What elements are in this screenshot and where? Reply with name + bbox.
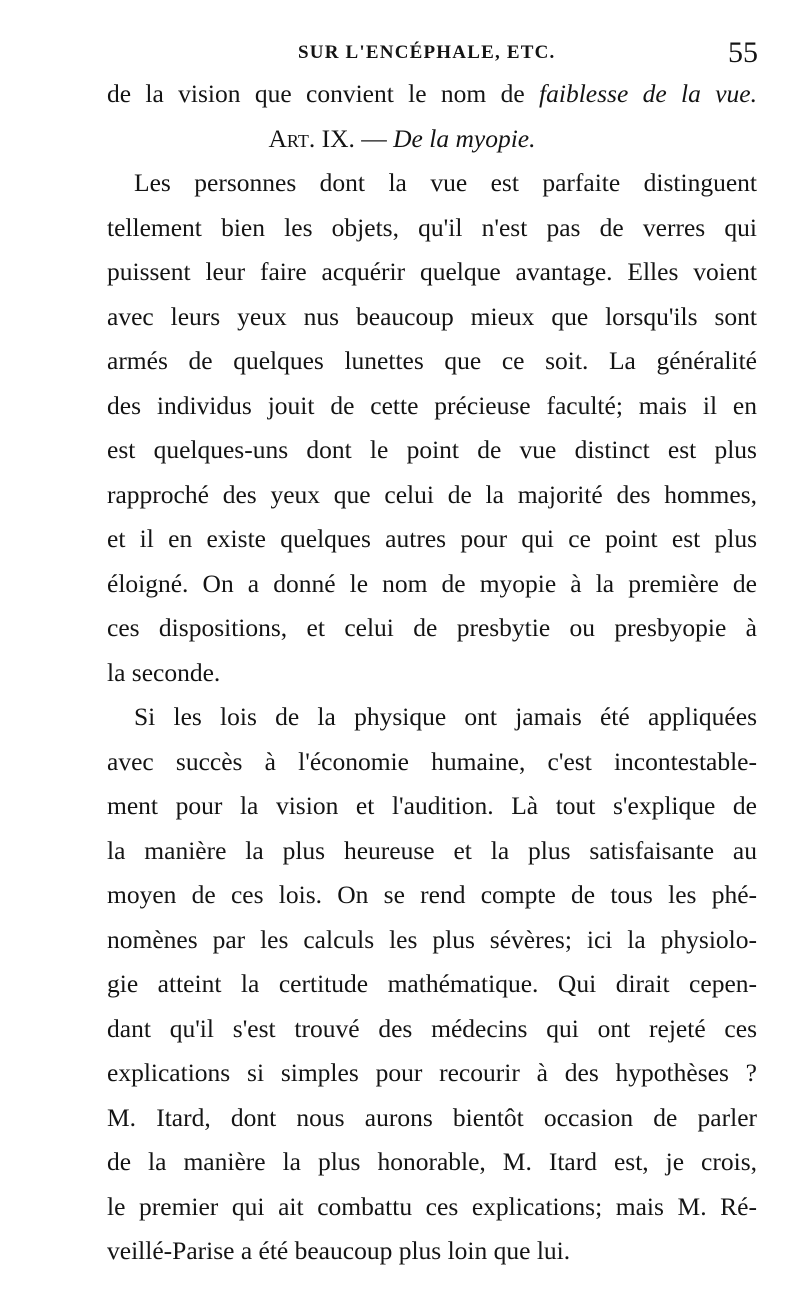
text-line: Si les lois de la physique ont jamais été appliquées [134, 702, 757, 731]
page-header [0, 36, 800, 76]
text-line: éloigné. On a donné le nom de myopie à la première de [107, 568, 757, 598]
text-line: de la manière la plus honorable, M. Itard est, je crois, [107, 1147, 757, 1176]
text-line: ment pour la vision et l'audition. Là tout s'explique de [107, 791, 757, 820]
article-title: De la myopie. [393, 123, 536, 153]
text-line: ces dispositions, et celui de presbytie ou presbyopie à [107, 613, 757, 642]
text-line: explications si simples pour recourir à des hypothèses ? [107, 1058, 757, 1087]
text-line: des individus jouit de cette précieuse faculté; mais il en [107, 390, 757, 420]
text-line: avec succès à l'économie humaine, c'est incontestable- [107, 746, 757, 776]
text-line: et il en existe quelques autres pour qui ce point est plus [107, 524, 757, 553]
page-number: 55 [728, 36, 758, 69]
text-line [107, 72, 757, 117]
text-line: tellement bien les objets, qu'il n'est pas de verres qui [107, 212, 757, 242]
text-line: la manière la plus heureuse et la plus satisfaisante au [107, 835, 757, 865]
article-label: Art. IX. — [268, 123, 387, 153]
body-text [107, 72, 757, 1274]
text-line: est quelques-uns dont le point de vue distinct est plus [107, 435, 757, 464]
running-title: SUR L'ENCÉPHALE, ETC. [298, 42, 556, 63]
text-line: Les personnes dont la vue est parfaite distinguent [134, 168, 757, 197]
text-line: nomènes par les calculs les plus sévères; ici la physiolo- [107, 924, 757, 954]
text-line: avec leurs yeux nus beaucoup mieux que lorsqu'ils sont [107, 301, 757, 331]
text-line: le premier qui ait combattu ces explications; mais M. Ré- [107, 1191, 757, 1221]
text-run: de la vision que convient le nom de [107, 79, 540, 108]
text-line: gie atteint la certitude mathématique. Qui dirait cepen- [107, 969, 757, 998]
text-line: puissent leur faire acquérir quelque avantage. Elles voient [107, 257, 757, 286]
text-line: dant qu'il s'est trouvé des médecins qui ont rejeté ces [107, 1013, 757, 1043]
text-line: M. Itard, dont nous aurons bientôt occasion de parler [107, 1102, 757, 1132]
emphasis-text: faiblesse de la vue. [539, 79, 757, 108]
article-heading [107, 117, 757, 162]
text-line: veillé-Parise a été beaucoup plus loin que lui. [107, 1236, 571, 1265]
text-line: moyen de ces lois. On se rend compte de tous les phé- [107, 880, 757, 909]
text-line: la seconde. [107, 657, 221, 687]
text-line: rapproché des yeux que celui de la majorité des hommes, [107, 479, 757, 509]
text-line: armés de quelques lunettes que ce soit. La généralité [107, 346, 757, 375]
